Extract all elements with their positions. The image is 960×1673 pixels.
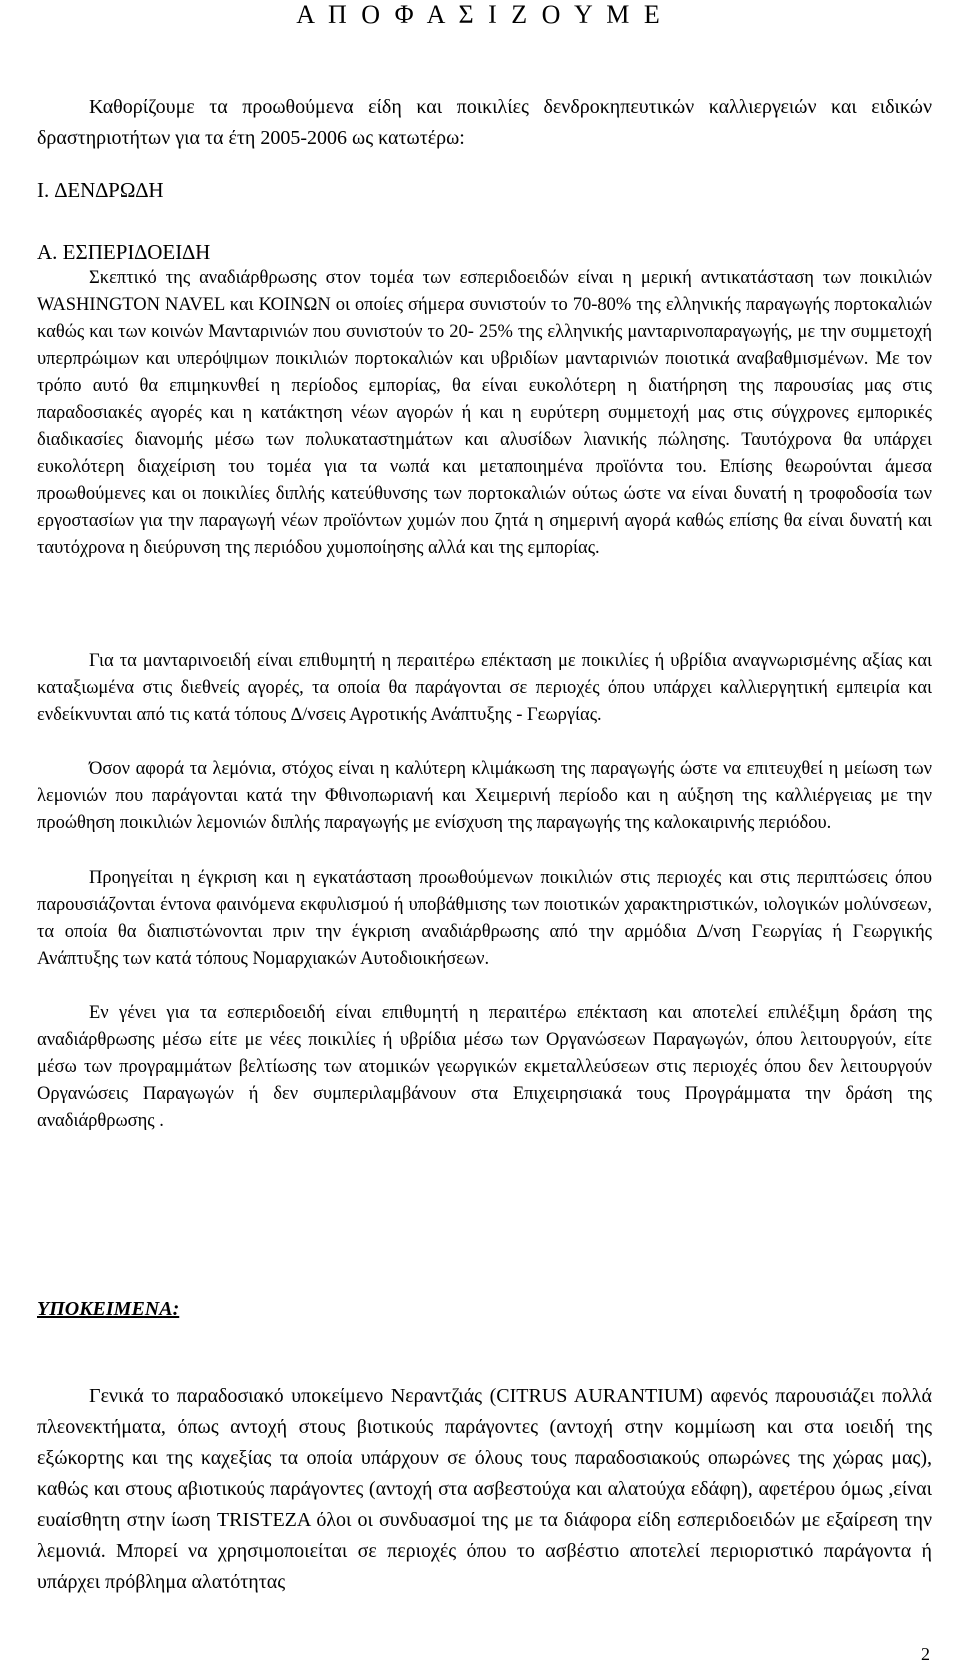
page-title: Α Π Ο Φ Α Σ Ι Ζ Ο Υ Μ Ε	[296, 0, 664, 29]
page-number: 2	[921, 1644, 930, 1664]
subheading-rootstocks: ΥΠΟΚΕΙΜΕΝΑ:	[37, 1298, 180, 1320]
paragraph-approval: Προηγείται η έγκριση και η εγκατάσταση προωθούμενων ποικιλιών στις περιοχές και στις περιπτώσεις όπου παρουσιάζονται έντονα φαινόμενα εκφυλισμού ή υποβάθμισης των ποιοτικών χαρακτηριστικών, ιολογικών μολύνσεων, τα οποία θα διαπιστώνονται πριν την έγκριση αναδιάρθρωσης από την αρμόδια ∆/νση Γεωργίας ή Γεωργικής Ανάπτυξης των κατά τόπους Νομαρχιακών Αυτοδιοικήσεων.	[37, 868, 932, 969]
paragraph-rationale: Σκεπτικό της αναδιάρθρωσης στον τομέα των εσπεριδοειδών είναι η μερική αντικατάσταση των ποικιλιών WASHINGTON NAVEL και ΚΟΙΝΩΝ οι οποίες σήμερα συνιστούν το 70-80% της ελληνικής παραγωγής πορτοκαλιών καθώς και των κοινών Μανταρινιών που συνιστούν το 20- 25% της ελληνικής μανταρινοπαραγωγής, με την συμμετοχή υπερπρώιμων και υπερόψιμων ποικιλιών πορτοκαλιών και υβριδίων μανταρινιών ποιοτικά αναβαθμισμένων. Με τον τρόπο αυτό θα επιμηκυνθεί η περίοδος εμπορίας, θα είναι ευκολότερη η διατήρηση της παρουσίας μας στις παραδοσιακές αγορές και η κατάκτηση νέων αγορών ή και η ευρύτερη συμμετοχή μας στις σύγχρονες εμπορικές διαδικασίες διανομής μέσω των πολυκαταστημάτων και αλυσίδων λιανικής πώλησης. Ταυτόχρονα θα υπάρχει ευκολότερη διαχείριση του τομέα για τα νωπά και μεταποιημένα προϊόντα του. Επίσης θεωρούνται άμεσα προωθούμενες και οι ποικιλίες διπλής κατεύθυνσης των πορτοκαλιών ούτως ώστε να είναι δυνατή η τροφοδοσία των εργοστασίων για την παραγωγή νέων προϊόντων χυμών που ζητά η σημερινή αγορά καθώς επίσης θα είναι δυνατή και ταυτόχρονα η διεύρυνση της περιόδου χυμοποίησης αλλά και της εμπορίας.	[37, 268, 932, 558]
paragraph-rootstocks: Γενικά το παραδοσιακό υποκείμενο Νεραντζιάς (CITRUS AURANTIUM) αφενός παρουσιάζει πολλά πλεονεκτήματα, όπως αντοχή στους βιοτικούς παράγοντες (αντοχή στην κομμίωση και στα ιοειδή της εξώκορτης και της καχεξίας τα οποία υπάρχουν σε όλους τους παραδοσιακούς οπωρώνες της χώρας μας), καθώς και στους αβιοτικούς παράγοντες (αντοχή στα ασβεστούχα και αλατούχα εδάφη), αφετέρου όμως ,είναι ευαίσθητη στην ίωση TRISTEZA όλοι οι συνδυασμοί της με τα διάφορα είδη εσπεριδοειδών με εξαίρεση την λεμονιά. Μπορεί να χρησιμοποιείται σε περιοχές όπου το ασβέστιο αποτελεί περιοριστικό παράγοντα ή υπάρχει πρόβλημα αλατότητας	[37, 1385, 932, 1593]
section-heading-trees: Ι. ∆ΕΝ∆ΡΩ∆Η	[37, 178, 164, 202]
intro-paragraph: Καθορίζουμε τα προωθούμενα είδη και ποικιλίες δενδροκηπευτικών καλλιεργειών και ειδικών δραστηριοτήτων για τα έτη 2005-2006 ως κατωτέρω:	[37, 96, 932, 149]
paragraph-expansion: Εν γένει για τα εσπεριδοειδή είναι επιθυμητή η περαιτέρω επέκταση και αποτελεί επιλέξιμη δράση της αναδιάρθρωσης μέσω είτε με νέες ποικιλίες ή υβρίδια μέσω των Οργανώσεων Παραγωγών, όπου λειτουργούν, είτε μέσω των προγραμμάτων βελτίωσης των ατομικών γεωργικών εκμεταλλεύσεων στις περιοχές όπου δεν λειτουργούν Οργανώσεις Παραγωγών ή δεν συμπεριλαμβάνουν στα Επιχειρησιακά τους Προγράμματα την δράση της αναδιάρθρωσης .	[37, 1003, 932, 1131]
paragraph-lemons: Όσον αφορά τα λεμόνια, στόχος είναι η καλύτερη κλιμάκωση της παραγωγής ώστε να επιτευχθεί η μείωση των λεμονιών που παράγονται κατά την Φθινοπωριανή και Χειμερινή περίοδο και η αύξηση της καλλιέργειας με την προώθηση ποικιλιών λεμονιών διπλής παραγωγής με ενίσχυση της παραγωγής της καλοκαιρινής περιόδου.	[37, 759, 932, 833]
paragraph-mandarins: Για τα μανταρινοειδή είναι επιθυμητή η περαιτέρω επέκταση με ποικιλίες ή υβρίδια αναγνωρισμένης αξίας και καταξιωμένα στις διεθνείς αγορές, τα οποία θα παράγονται σε περιοχές όπου υπάρχει καλλιεργητική εμπειρία και ενδείκνυνται από τις κατά τόπους ∆/νσεις Αγροτικής Ανάπτυξης - Γεωργίας.	[37, 651, 932, 725]
section-heading-citrus: Α. ΕΣΠΕΡΙ∆ΟΕΙ∆Η	[37, 240, 211, 264]
